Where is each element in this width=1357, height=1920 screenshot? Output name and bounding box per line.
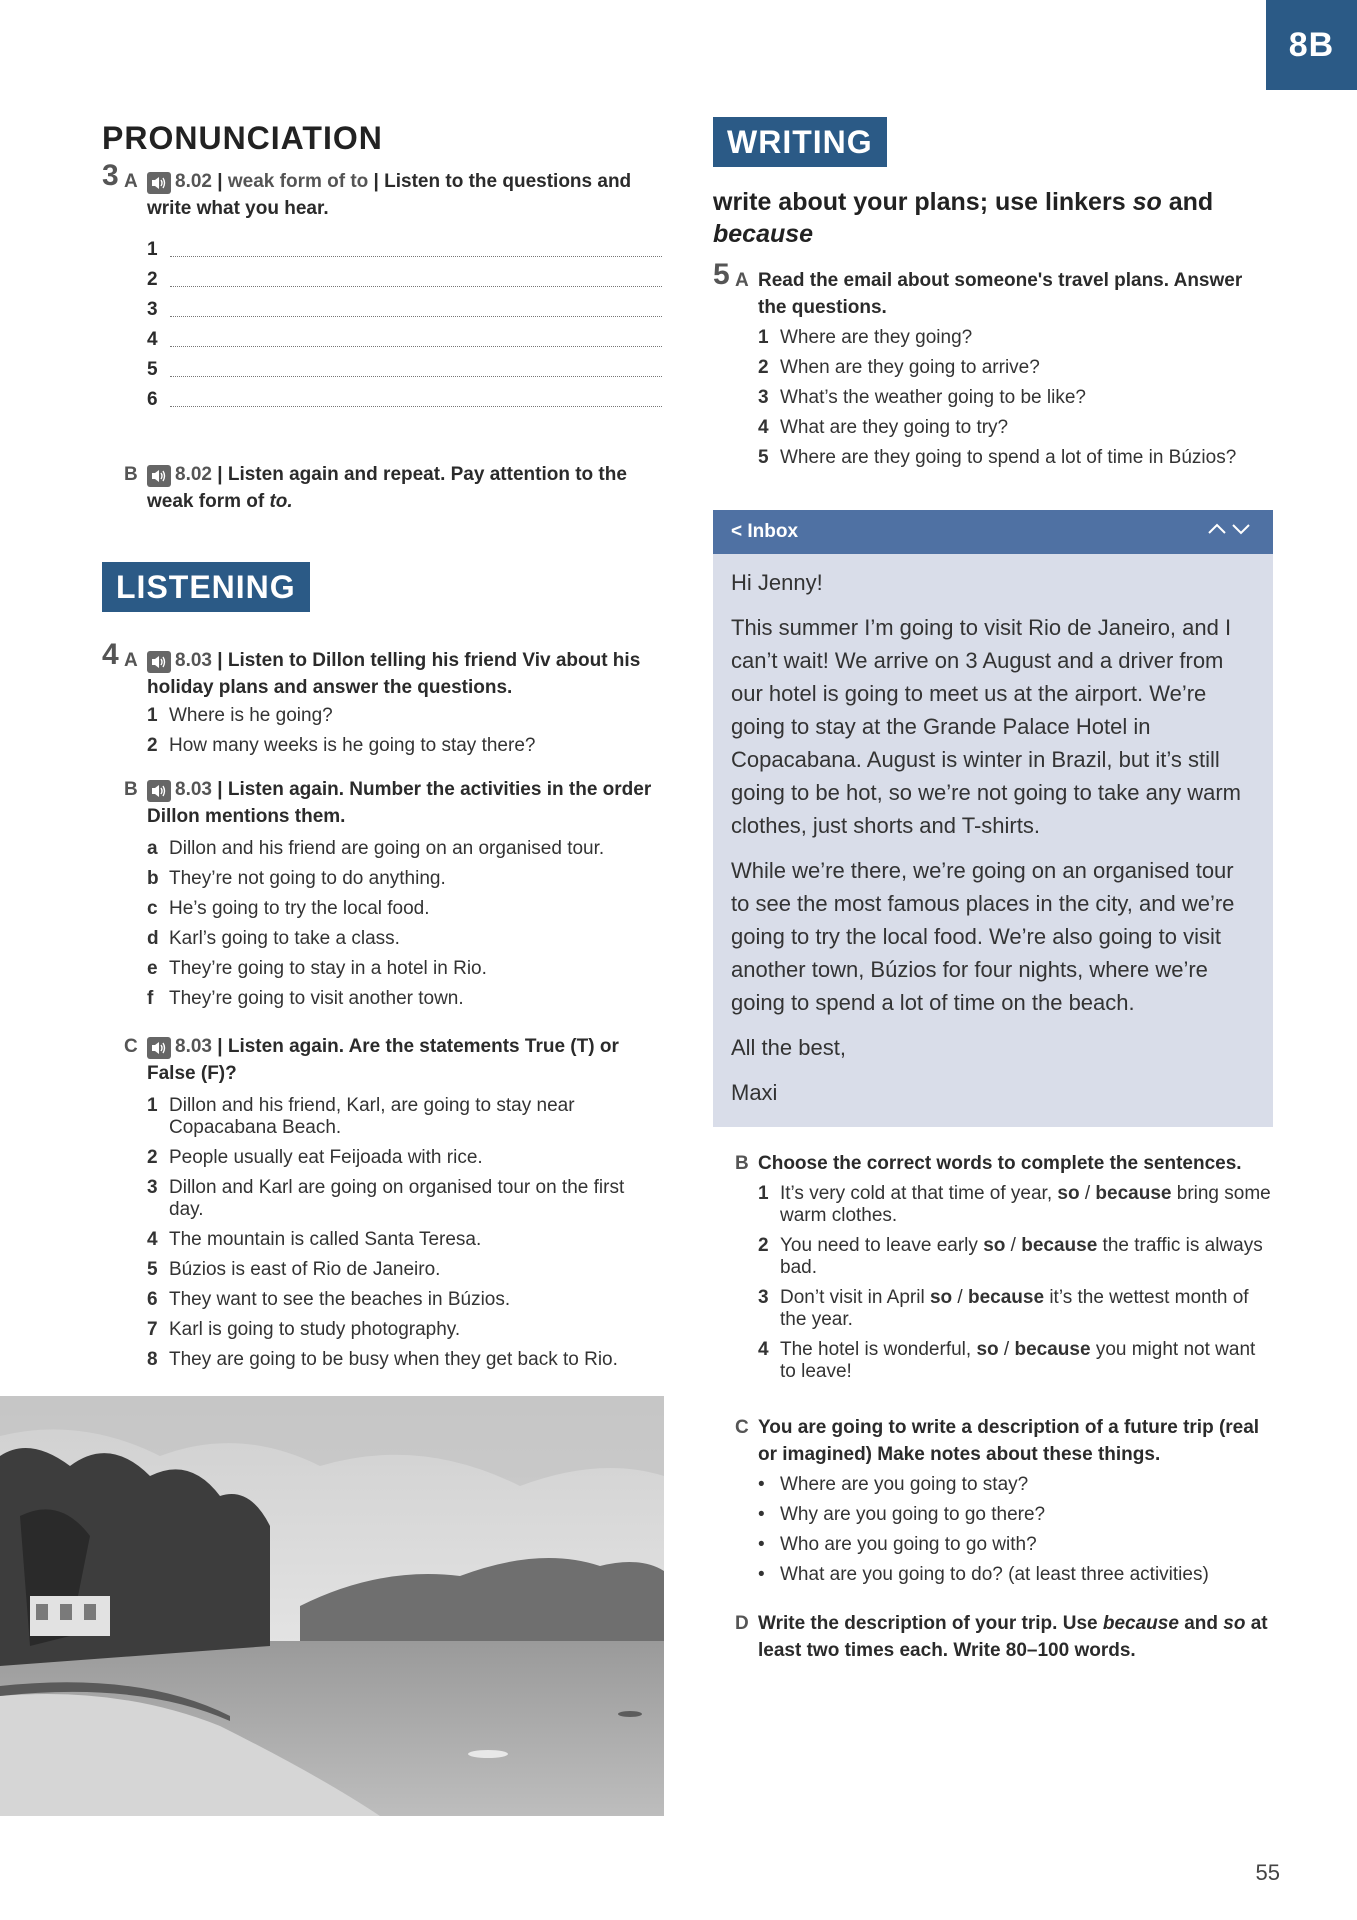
statement-item: 1 Dillon and his friend, Karl, are going to stay near Copacabana Beach.: [147, 1095, 575, 1138]
listening-heading: LISTENING: [102, 562, 310, 612]
sentence-item: 2 You need to leave early so / because the traffic is always bad.: [758, 1235, 1263, 1278]
email-closing: All the best,: [731, 1035, 846, 1060]
inbox-back-link[interactable]: < Inbox: [731, 521, 799, 542]
inbox-bar: [713, 510, 1273, 554]
answer-line[interactable]: 6: [102, 380, 662, 410]
choice-because[interactable]: because: [1014, 1339, 1091, 1360]
question-item: 1 Where are they going?: [758, 327, 973, 348]
track-number: 8.03: [175, 1036, 212, 1057]
question-item: 2 When are they going to arrive?: [758, 357, 1040, 378]
choice-so[interactable]: so: [1057, 1183, 1080, 1204]
exercise-5d: [713, 1610, 1273, 1664]
exercise-3a-instruction: 3 A 8.02 | weak form of to | Listen to the questions and write what you hear.: [102, 159, 632, 219]
activity-item: f They’re going to visit another town.: [147, 988, 464, 1009]
page-number: 55: [1255, 1860, 1280, 1885]
writing-heading: WRITING: [713, 117, 887, 167]
exercise-4c-instruction: C 8.03 | Listen again. Are the statements True (T) or False (F)?: [102, 1033, 662, 1087]
sentence-item: 3 Don’t visit in April so / because it’s the wettest month of the year.: [758, 1287, 1249, 1330]
exercise-3a: [102, 159, 662, 410]
statement-item: 7 Karl is going to study photography.: [147, 1319, 461, 1340]
chevron-down-icon: [1233, 525, 1249, 533]
writing-subtitle: write about your plans; use linkers so and because: [713, 188, 1214, 248]
note-item: • What are you going to do? (at least three activities): [758, 1564, 1209, 1585]
audio-icon[interactable]: [147, 651, 171, 673]
answer-line[interactable]: 4: [102, 320, 662, 350]
audio-icon[interactable]: [147, 780, 171, 802]
track-number: 8.03: [175, 779, 212, 800]
instruction-text: Listen to the questions and write what you hear.: [147, 171, 632, 219]
exercise-letter: B: [124, 779, 138, 800]
email-signature: Maxi: [731, 1080, 778, 1105]
audio-icon[interactable]: [147, 465, 171, 487]
inbox-nav-arrows[interactable]: [1205, 521, 1255, 543]
exercise-5c-instruction: [713, 1414, 1273, 1468]
exercise-letter: A: [124, 650, 138, 671]
activity-item: d Karl’s going to take a class.: [147, 928, 400, 949]
choice-so[interactable]: so: [976, 1339, 999, 1360]
exercise-4a-instruction: 4 A 8.03 | Listen to Dillon telling his friend Viv about his holiday plans and answer the questions.: [102, 638, 641, 698]
exercise-5b: [713, 1150, 1273, 1391]
exercise-4b-instruction: B 8.03 | Listen again. Number the activities in the order Dillon mentions them.: [102, 776, 662, 830]
exercise-letter: A: [124, 171, 138, 192]
statement-item: 6 They want to see the beaches in Búzios.: [147, 1289, 511, 1310]
answer-line[interactable]: 2: [102, 260, 662, 290]
answer-line[interactable]: 3: [102, 290, 662, 320]
beach-photo: [0, 1396, 664, 1816]
email-paragraph: While we’re there, we’re going on an organised tour to see the most famous places in the city, and we’re going to try the local food. We’re also going to visit another town, Búzios for four nights, where we’re going to spend a lot of time on the beach.: [731, 858, 1235, 1015]
email-panel: [713, 510, 1273, 1127]
question-item: 3 What’s the weather going to be like?: [758, 387, 1086, 408]
exercise-5c: [713, 1414, 1273, 1594]
exercise-3b: [102, 461, 662, 515]
instruction-text: Listen again. Are the statements True (T) or False (F)?: [147, 1036, 619, 1084]
audio-icon[interactable]: [147, 172, 171, 194]
question-item: 2 How many weeks is he going to stay there?: [147, 735, 536, 756]
track-number: 8.02: [175, 464, 212, 485]
exercise-5b-instruction: [713, 1150, 1273, 1177]
track-number: 8.03: [175, 650, 212, 671]
exercise-letter: C: [124, 1036, 138, 1057]
exercise-number: 4: [102, 638, 119, 671]
topic-text: weak form of to: [227, 171, 369, 192]
instruction-text: Choose the correct words to complete the sentences.: [758, 1153, 1242, 1174]
choice-so[interactable]: so: [983, 1235, 1006, 1256]
exercise-4a: [102, 638, 662, 765]
instruction-text: Listen again and repeat. Pay attention to the weak form of: [147, 464, 627, 512]
audio-icon[interactable]: [147, 1037, 171, 1059]
statement-item: 2 People usually eat Feijoada with rice.: [147, 1147, 483, 1168]
email-greeting: Hi Jenny!: [731, 570, 823, 595]
sentence-item: 1 It’s very cold at that time of year, so / because bring some warm clothes.: [758, 1183, 1271, 1226]
exercise-letter: D: [735, 1613, 749, 1634]
instruction-text: You are going to write a description of a future trip (real or imagined) Make notes about these things.: [758, 1417, 1260, 1465]
chevron-up-icon: [1209, 525, 1225, 533]
statement-item: 4 The mountain is called Santa Teresa.: [147, 1229, 482, 1250]
statement-item: 8 They are going to be busy when they get back to Rio.: [147, 1349, 618, 1370]
statement-item: 3 Dillon and Karl are going on organised tour on the first day.: [147, 1177, 625, 1220]
activity-item: b They’re not going to do anything.: [147, 868, 446, 889]
exercise-letter: C: [735, 1417, 749, 1438]
answer-line[interactable]: 5: [102, 350, 662, 380]
exercise-number: 5: [713, 258, 730, 291]
note-item: • Why are you going to go there?: [758, 1504, 1046, 1525]
choice-so[interactable]: so: [929, 1287, 953, 1308]
instruction-emphasis: to.: [269, 491, 293, 512]
choice-because[interactable]: because: [967, 1287, 1045, 1308]
statement-item: 5 Búzios is east of Rio de Janeiro.: [147, 1259, 441, 1280]
exercise-4b: [102, 776, 662, 1018]
instruction-text: Listen again. Number the activities in the order Dillon mentions them.: [147, 779, 652, 827]
exercise-3b-instruction: B 8.02 | Listen again and repeat. Pay attention to the weak form of to.: [102, 461, 662, 515]
email-paragraph: This summer I’m going to visit Rio de Janeiro, and I can’t wait! We arrive on 3 August and a driver from our hotel is going to meet us at the airport. We’re going to stay at the Grande Palace Hotel in Copacabana. August is winter in Brazil, but it’s still going to be hot, so we’re not going to take any warm clothes, just shorts and T-shirts.: [731, 615, 1241, 838]
exercise-4c: [102, 1033, 662, 1379]
note-item: • Who are you going to go with?: [758, 1534, 1037, 1555]
answer-line[interactable]: 1: [102, 230, 662, 260]
exercise-5a: [713, 258, 1273, 477]
note-item: • Where are you going to stay?: [758, 1474, 1029, 1495]
instruction-text: Listen to Dillon telling his friend Viv about his holiday plans and answer the questions.: [147, 650, 641, 698]
sentence-item: 4 The hotel is wonderful, so / because you might not want to leave!: [758, 1339, 1256, 1382]
email-body: [713, 554, 1273, 1133]
track-number: 8.02: [175, 171, 212, 192]
activity-item: a Dillon and his friend are going on an organised tour.: [147, 838, 605, 859]
question-item: 4 What are they going to try?: [758, 417, 1009, 438]
activity-item: c He’s going to try the local food.: [147, 898, 430, 919]
exercise-letter: B: [735, 1153, 749, 1174]
question-item: 5 Where are they going to spend a lot of time in Búzios?: [758, 447, 1237, 468]
activity-item: e They’re going to stay in a hotel in Rio.: [147, 958, 487, 979]
choice-because[interactable]: because: [1021, 1235, 1098, 1256]
exercise-5d-instruction: D Write the description of your trip. Use because and so at least two times each. Write 80–100 words.: [713, 1610, 1273, 1664]
exercise-letter: A: [735, 270, 749, 291]
choice-because[interactable]: because: [1095, 1183, 1172, 1204]
exercise-letter: B: [124, 464, 138, 485]
exercise-number: 3: [102, 159, 119, 192]
exercise-5a-instruction: [713, 258, 1273, 321]
question-item: 1 Where is he going?: [147, 705, 333, 726]
instruction-text: Read the email about someone's travel plans. Answer the questions.: [758, 270, 1243, 318]
pronunciation-heading: PRONUNCIATION: [102, 120, 383, 156]
unit-tab: 8B: [1266, 0, 1357, 90]
